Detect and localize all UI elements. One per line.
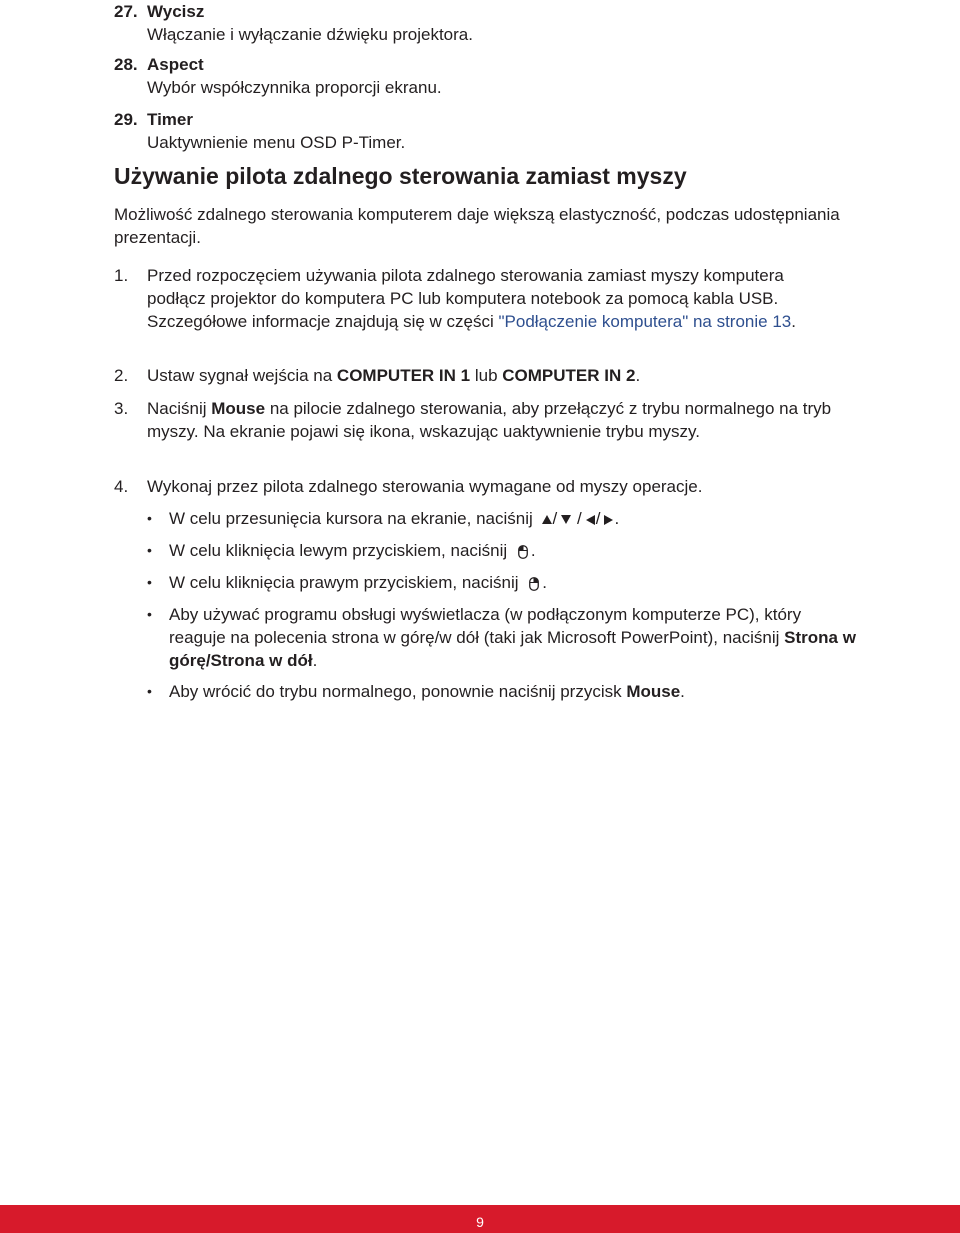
bullet-text-body: Aby wrócić do trybu normalnego, ponownie naciśnij przycisk bbox=[169, 682, 627, 701]
mouse-left-click-icon bbox=[518, 545, 528, 559]
item-title: Wycisz bbox=[147, 2, 205, 21]
bullet-text-body: W celu kliknięcia prawym przyciskiem, naciśnij bbox=[169, 573, 524, 592]
step-text-body: lub bbox=[470, 366, 503, 385]
separator: / bbox=[552, 509, 558, 528]
item-description: Włączanie i wyłączanie dźwięku projektora. bbox=[147, 25, 473, 44]
input-computer-in-2: COMPUTER IN 2 bbox=[502, 366, 636, 385]
bullet-text bbox=[169, 507, 859, 530]
bullet-text bbox=[169, 680, 859, 703]
step-text-body: Naciśnij bbox=[147, 399, 212, 418]
mouse-right-click-icon bbox=[529, 577, 539, 591]
item-title: Aspect bbox=[147, 55, 204, 74]
item-title: Timer bbox=[147, 110, 193, 129]
bullet-text bbox=[169, 539, 859, 562]
step-text-end: . bbox=[635, 366, 641, 385]
bullet-dot: • bbox=[147, 574, 152, 590]
page-number: 9 bbox=[476, 1214, 484, 1230]
bullet-dot: • bbox=[147, 510, 152, 526]
item-number: 27. bbox=[114, 2, 138, 21]
item-number: 29. bbox=[114, 110, 138, 129]
step-number: 1. bbox=[114, 266, 129, 285]
step-text bbox=[147, 397, 847, 443]
bullet-text-end: . bbox=[680, 682, 685, 701]
separator: / bbox=[595, 509, 601, 528]
input-computer-in-1: COMPUTER IN 1 bbox=[336, 366, 471, 385]
arrow-right-icon bbox=[604, 515, 613, 525]
bullet-dot: • bbox=[147, 606, 152, 622]
step-number: 2. bbox=[114, 366, 129, 385]
separator: / bbox=[576, 509, 582, 528]
step-text bbox=[147, 264, 847, 333]
arrow-down-icon bbox=[561, 515, 571, 524]
bullet-text bbox=[169, 603, 859, 672]
step-number: 3. bbox=[114, 399, 129, 418]
page-up-down-key-label: Strona w górę/Strona w dół bbox=[169, 628, 856, 670]
bullet-text-end: . bbox=[542, 573, 547, 592]
item-description: Uaktywnienie menu OSD P-Timer. bbox=[147, 133, 406, 152]
step-number: 4. bbox=[114, 477, 129, 496]
bullet-dot: • bbox=[147, 683, 152, 699]
mouse-key-label: Mouse bbox=[626, 682, 681, 701]
step-text: Wykonaj przez pilota zdalnego sterowania wymagane od myszy operacje. bbox=[147, 477, 703, 496]
bullet-dot: • bbox=[147, 542, 152, 558]
arrow-left-icon bbox=[586, 515, 595, 525]
bullet-text-body: Aby używać programu obsługi wyświetlacza (w podłączonym komputerze PC), który reaguje na polecenia strona w górę/w dół (taki jak Microsoft PowerPoint), naciśnij bbox=[169, 605, 802, 647]
cross-reference-link[interactable]: "Podłączenie komputera" na stronie 13 bbox=[498, 312, 792, 331]
bullet-text bbox=[169, 571, 859, 594]
section-intro: Możliwość zdalnego sterowania komputerem daje większą elastyczność, podczas udostępniania prezentacji. bbox=[114, 205, 840, 247]
step-text-end: . bbox=[791, 312, 796, 331]
arrow-up-icon bbox=[542, 515, 552, 524]
bullet-text-body: W celu kliknięcia lewym przyciskiem, naciśnij bbox=[169, 541, 512, 560]
item-description: Wybór współczynnika proporcji ekranu. bbox=[147, 78, 442, 97]
bullet-text-end: . bbox=[530, 541, 536, 560]
mouse-key-label: Mouse bbox=[211, 399, 266, 418]
step-text bbox=[147, 364, 847, 387]
section-title: Używanie pilota zdalnego sterowania zamiast myszy bbox=[114, 163, 687, 189]
step-text-body: Ustaw sygnał wejścia na bbox=[147, 366, 337, 385]
step-text-body: na pilocie zdalnego sterowania, aby przełączyć z trybu normalnego na tryb myszy. Na ekranie pojawi się ikona, wskazując uaktywnienie trybu myszy. bbox=[147, 399, 832, 441]
bullet-text-end: . bbox=[614, 509, 620, 528]
step-text-body: Przed rozpoczęciem używania pilota zdalnego sterowania zamiast myszy komputera podłącz projektor do komputera PC lub komputera notebook za pomocą kabla USB. Szczegółowe informacje znajdują się w części bbox=[147, 266, 784, 331]
item-number: 28. bbox=[114, 55, 138, 74]
bullet-text-end: . bbox=[312, 651, 318, 670]
bullet-text-body: W celu przesunięcia kursora na ekranie, naciśnij bbox=[169, 509, 538, 528]
